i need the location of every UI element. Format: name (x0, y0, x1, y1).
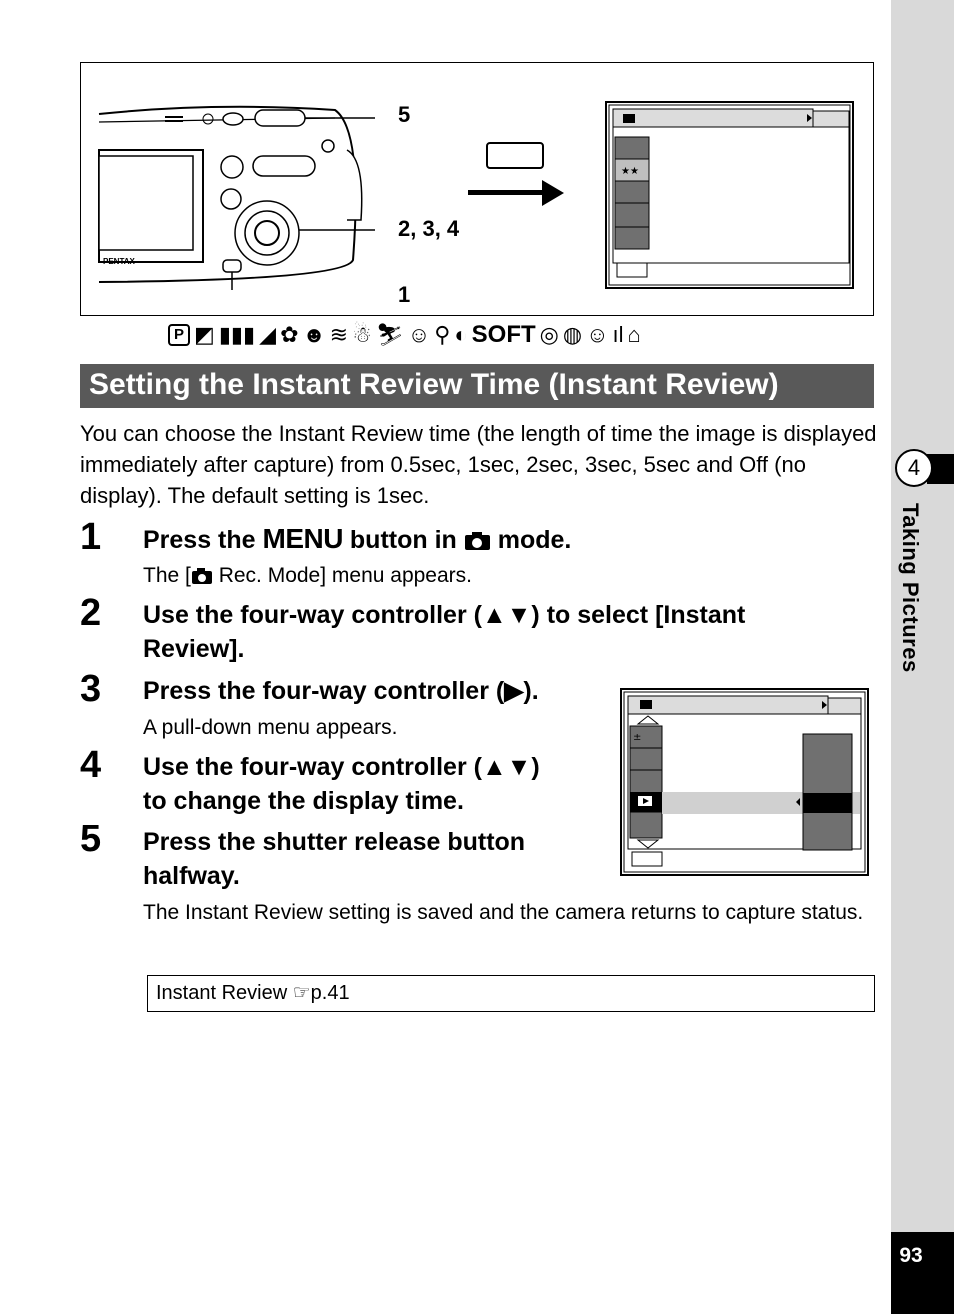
intro-paragraph: You can choose the Instant Review time (the length of time the image is displayed immediately after capture) from 0.5sec, 1sec, 2sec, 3sec, 5sec and Off (no display). The default setting is 1sec. (80, 421, 877, 508)
camera-mode-icon (464, 531, 491, 551)
frame-mode-icon: ◍ (562, 322, 583, 347)
step-4-line1: Use the four-way controller (▲▼) (143, 753, 540, 781)
digital-mode-icon: ◎ (539, 322, 559, 347)
panorama-mode-icon: ▮▮▮ (218, 322, 256, 347)
instant-review-pulldown-screen (620, 688, 869, 876)
pulldown-screen-graphic (622, 690, 867, 874)
arrow-head-icon (542, 180, 564, 206)
callout-5: 5 (398, 102, 411, 127)
sport-mode-icon: ⛷ (375, 322, 404, 347)
callout-2-3-4: 2, 3, 4 (398, 216, 460, 241)
step-4-number: 4 (80, 744, 102, 786)
restaurant-mode-icon: ıl (612, 322, 624, 347)
soft-mode-icon: SOFT (471, 321, 536, 348)
chapter-title: Taking Pictures (898, 503, 923, 673)
snow-mode-icon: ☃ (352, 322, 372, 347)
step-2-number: 2 (80, 592, 102, 634)
rec-mode-menu-screen (605, 101, 854, 289)
step-3-number: 3 (80, 668, 102, 710)
page-number: 93 (899, 1244, 923, 1267)
portrait-mode-icon: ◩ (194, 322, 215, 347)
kids-mode-icon: ☺ (586, 322, 609, 347)
step-5-line2: halfway. (143, 862, 240, 890)
night-mode-icon: ◐ (454, 322, 468, 347)
camera-mode-icon (191, 568, 213, 585)
section-heading: Setting the Instant Review Time (Instant Review) (80, 364, 874, 408)
step-3-subtext: A pull-down menu appears. (143, 716, 398, 739)
chapter-number: 4 (895, 449, 933, 487)
step-4-line2: to change the display time. (143, 787, 464, 815)
program-mode-icon: P (168, 324, 190, 346)
step-2-line2: Review]. (143, 635, 245, 663)
callout-1: 1 (398, 282, 411, 307)
landscape-mode-icon: ◢ (259, 322, 277, 347)
step-3-text: Press the four-way controller (▶). (143, 677, 539, 705)
step-1-subtext: The [ Rec. Mode] menu appears. (143, 564, 472, 587)
step-5-line1: Press the shutter release button (143, 828, 526, 856)
reference-label: Instant Review (156, 982, 293, 1004)
menu-button-label: MENU (262, 523, 343, 554)
reference-page-link[interactable]: p.41 (310, 982, 350, 1004)
step-2-line1: Use the four-way controller (▲▼) to select [Instant (143, 601, 746, 629)
step-5-number: 5 (80, 818, 102, 860)
pet-mode-icon: ☺ (407, 322, 431, 347)
svg-text:±: ± (633, 732, 642, 743)
svg-text:★★: ★★ (621, 166, 639, 177)
camera-brand: PENTAX (103, 257, 135, 266)
camera-illustration (95, 100, 375, 290)
step-5-subtext: The Instant Review setting is saved and the camera returns to capture status. (143, 901, 864, 924)
reference-box (147, 975, 875, 1012)
flower-mode-icon: ✿ (280, 322, 299, 347)
mode-icons-strip (168, 320, 874, 350)
face-mode-icon: ☻ (302, 322, 326, 347)
step-1-text: Press the MENU button in mode. (143, 523, 572, 554)
food-mode-icon: ⚲ (434, 322, 451, 347)
menu-button-icon (486, 142, 544, 169)
menu-screen-graphic (607, 103, 852, 287)
step-1-number: 1 (80, 516, 102, 558)
reference-pointer-icon: ☞ (292, 982, 311, 1004)
surf-mode-icon: ≋ (329, 322, 349, 347)
arrow-right-icon (468, 190, 544, 195)
museum-mode-icon: ⌂ (627, 322, 641, 347)
